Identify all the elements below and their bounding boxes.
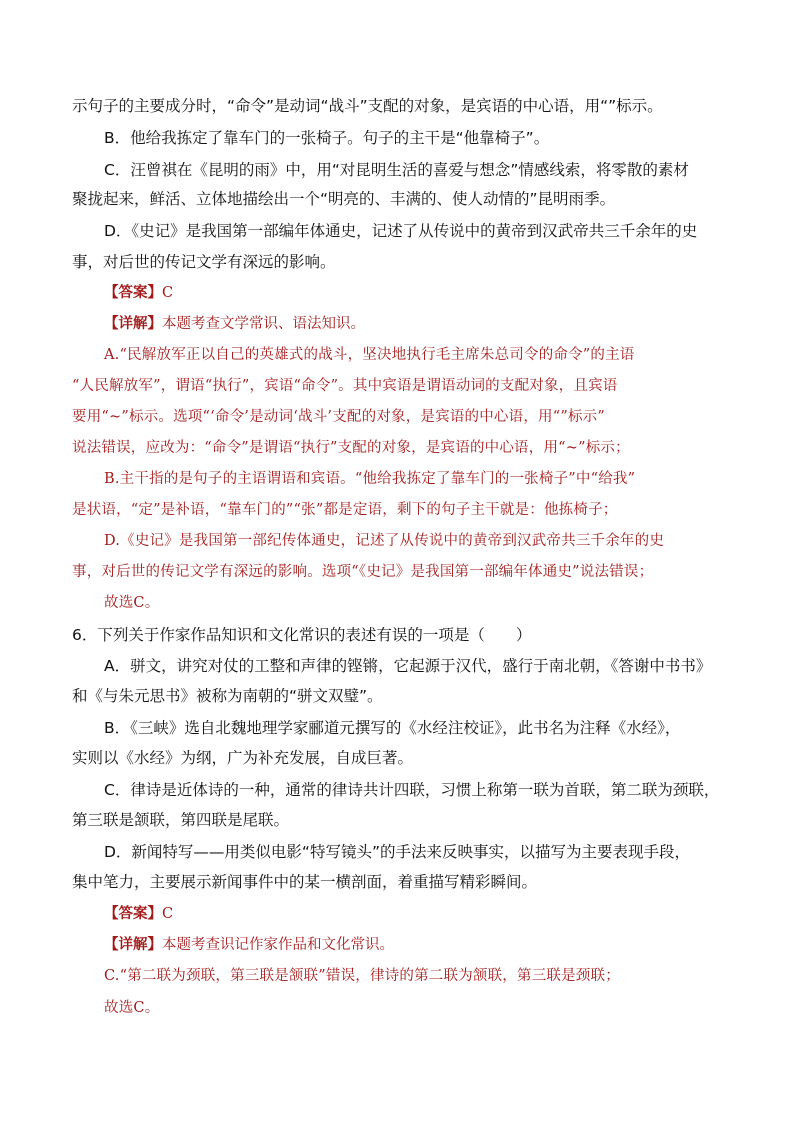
answer-2 — [104, 904, 173, 924]
answer-value: C — [162, 906, 174, 922]
detail-1-conclusion: 故选C。 — [104, 595, 160, 611]
question-6-option-d-line-1: D．新闻特写——用类似电影“特写镜头”的手法来反映事实，以描写为主要表现手段， — [104, 843, 690, 861]
option-c-line-2: 聚拢起来，鲜活、立体地描绘出一个“明亮的、丰满的、使人动情的”昆明雨季。 — [72, 190, 616, 208]
detail-1-a-line-1: A.“民解放军正以自己的英雄式的战斗，坚决地执行毛主席朱总司令的命令”的主语 — [104, 347, 635, 363]
detail-2-intro — [104, 935, 394, 955]
option-c-line-1: C．汪曾祺在《昆明的雨》中，用“对昆明生活的喜爱与想念”情感线索，将零散的素材 — [104, 161, 689, 179]
question-6-option-c-line-2: 第三联是颔联，第四联是尾联。 — [72, 811, 290, 829]
detail-2-conclusion: 故选C。 — [104, 1000, 160, 1016]
detail-1-b-line-2: 是状语，“定”是补语，“靠车门的”“张”都是定语，剩下的句子主干就是：他拣椅子； — [72, 502, 618, 518]
detail-intro-text: 本题考查识记作家作品和文化常识。 — [162, 937, 394, 953]
answer-label: 【答案】 — [104, 284, 162, 301]
detail-1-a-line-3: 要用“~”标示。选项“‘命令’是动词‘战斗’支配的对象，是宾语的中心语，用“”标示” — [72, 409, 605, 425]
answer-value: C — [162, 285, 174, 301]
question-6-option-a-line-2: 和《与朱元思书》被称为南朝的“骈文双璧”。 — [72, 687, 383, 705]
option-d-line-2: 事，对后世的传记文学有深远的影响。 — [72, 253, 336, 271]
detail-1-intro — [104, 314, 365, 334]
detail-1-b-line-1: B.主干指的是句子的主语谓语和宾语。“他给我拣定了靠车门的一张椅子”中“给我” — [104, 471, 636, 487]
detail-1-d-line-1: D.《史记》是我国第一部纪传体通史，记述了从传说中的黄帝到汉武帝共三千余年的史 — [104, 533, 665, 549]
answer-1 — [104, 283, 173, 303]
question-6-option-b-line-2: 实则以《水经》为纲，广为补充发展，自成巨著。 — [72, 749, 414, 767]
detail-label: 【详解】 — [104, 315, 162, 332]
option-b: B．他给我拣定了靠车门的一张椅子。句子的主干是“他靠椅子”。 — [104, 129, 550, 147]
option-d-line-1: D．《史记》是我国第一部编年体通史，记述了从传说中的黄帝到汉武帝共三千余年的史 — [104, 222, 698, 240]
detail-1-d-line-2: 事，对后世的传记文学有深远的影响。选项“《史记》是我国第一部编年体通史”说法错误； — [72, 564, 654, 580]
question-6-option-a-line-1: A．骈文，讲究对仗的工整和声律的铿锵，它起源于汉代，盛行于南北朝，《答谢中书书》 — [104, 657, 712, 675]
detail-2-c-line-1: C.“第二联为颈联，第三联是颔联”错误，律诗的第二联为颔联，第三联是颈联； — [104, 968, 620, 984]
option-a-continuation: 示句子的主要成分时，“命令”是动词“战斗”支配的对象，是宾语的中心语，用“”标示。 — [72, 97, 663, 115]
question-6-option-d-line-2: 集中笔力，主要展示新闻事件中的某一横剖面，着重描写精彩瞬间。 — [72, 873, 538, 891]
answer-label: 【答案】 — [104, 905, 162, 922]
detail-label: 【详解】 — [104, 936, 162, 953]
question-6-stem: 6．下列关于作家作品知识和文化常识的表述有误的一项是（ ） — [72, 626, 532, 644]
question-6-option-c-line-1: C．律诗是近体诗的一种，通常的律诗共计四联，习惯上称第一联为首联，第二联为颈联， — [104, 781, 720, 799]
detail-1-a-line-4: 说法错误，应改为：“命令”是谓语“执行”支配的对象，是宾语的中心语，用“~”标示； — [72, 440, 630, 456]
detail-intro-text: 本题考查文学常识、语法知识。 — [162, 316, 365, 332]
detail-1-a-line-2: “人民解放军”，谓语“执行”，宾语“命令”。其中宾语是谓语动词的支配对象，且宾语 — [72, 378, 618, 394]
question-6-option-b-line-1: B．《三峡》选自北魏地理学家郦道元撰写的《水经注校证》，此书名为注释《水经》， — [104, 719, 681, 737]
